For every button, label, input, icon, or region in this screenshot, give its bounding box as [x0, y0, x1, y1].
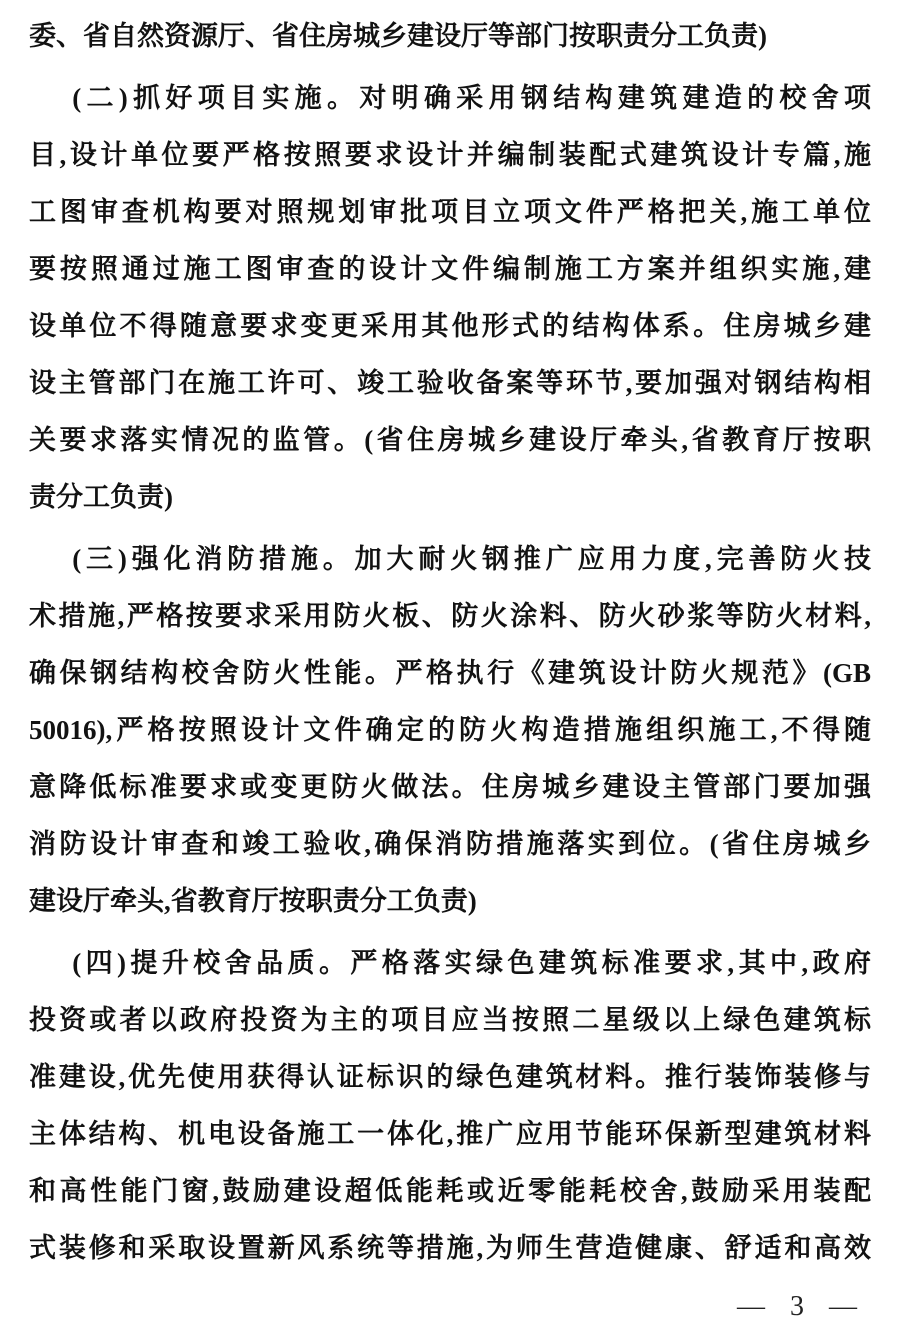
paragraph-2	[29, 70, 871, 526]
text-line: 设主管部门在施工许可、竣工验收备案等环节,要加强对钢结构相	[29, 368, 871, 398]
text-line: 50016),严格按照设计文件确定的防火构造措施组织施工,不得随	[29, 715, 871, 745]
text-line	[29, 70, 871, 127]
text-line: 确保钢结构校舍防火性能。严格执行《建筑设计防火规范》(GB	[29, 658, 871, 688]
text-line: 消防设计审查和竣工验收,确保消防措施落实到位。(省住房城乡	[29, 829, 871, 859]
text-line: 目,设计单位要严格按照要求设计并编制装配式建筑设计专篇,施	[29, 140, 871, 170]
section-heading-3: (三)强化消防措施。	[72, 544, 355, 574]
paragraph-4	[29, 935, 871, 1277]
text-line: 责分工负责)	[29, 482, 173, 512]
text-line: 关要求落实情况的监管。(省住房城乡建设厅牵头,省教育厅按职	[29, 425, 871, 455]
text-run: 严格落实绿色建筑标准要求,其中,政府	[350, 948, 871, 978]
text-line: 式装修和采取设置新风系统等措施,为师生营造健康、舒适和高效	[29, 1233, 871, 1263]
text-line: 术措施,严格按要求采用防火板、防火涂料、防火砂浆等防火材料,	[29, 601, 871, 631]
paragraph-1-continuation	[29, 8, 871, 65]
text-line	[29, 935, 871, 992]
text-line: 要按照通过施工图审查的设计文件编制施工方案并组织实施,建	[29, 254, 871, 284]
text-line: 和高性能门窗,鼓励建设超低能耗或近零能耗校舍,鼓励采用装配	[29, 1176, 871, 1206]
document-body	[29, 8, 871, 1277]
text-line: 主体结构、机电设备施工一体化,推广应用节能环保新型建筑材料	[29, 1119, 871, 1149]
section-heading-4: (四)提升校舍品质。	[72, 948, 351, 978]
text-line: 建设厅牵头,省教育厅按职责分工负责)	[29, 886, 477, 916]
text-line: 投资或者以政府投资为主的项目应当按照二星级以上绿色建筑标	[29, 1005, 871, 1035]
text-line: 准建设,优先使用获得认证标识的绿色建筑材料。推行装饰装修与	[29, 1062, 871, 1092]
page-number: — 3 —	[737, 1291, 866, 1322]
text-run: 对明确采用钢结构建筑建造的校舍项	[359, 83, 871, 113]
section-heading-2: (二)抓好项目实施。	[72, 83, 360, 113]
text-line: 委、省自然资源厅、省住房城乡建设厅等部门按职责分工负责)	[29, 21, 767, 51]
text-line: 工图审查机构要对照规划审批项目立项文件严格把关,施工单位	[29, 197, 871, 227]
text-run: 加大耐火钢推广应用力度,完善防火技	[354, 544, 871, 574]
paragraph-3	[29, 531, 871, 930]
text-line	[29, 531, 871, 588]
text-line: 意降低标准要求或变更防火做法。住房城乡建设主管部门要加强	[29, 772, 871, 802]
text-line: 设单位不得随意要求变更采用其他形式的结构体系。住房城乡建	[29, 311, 871, 341]
